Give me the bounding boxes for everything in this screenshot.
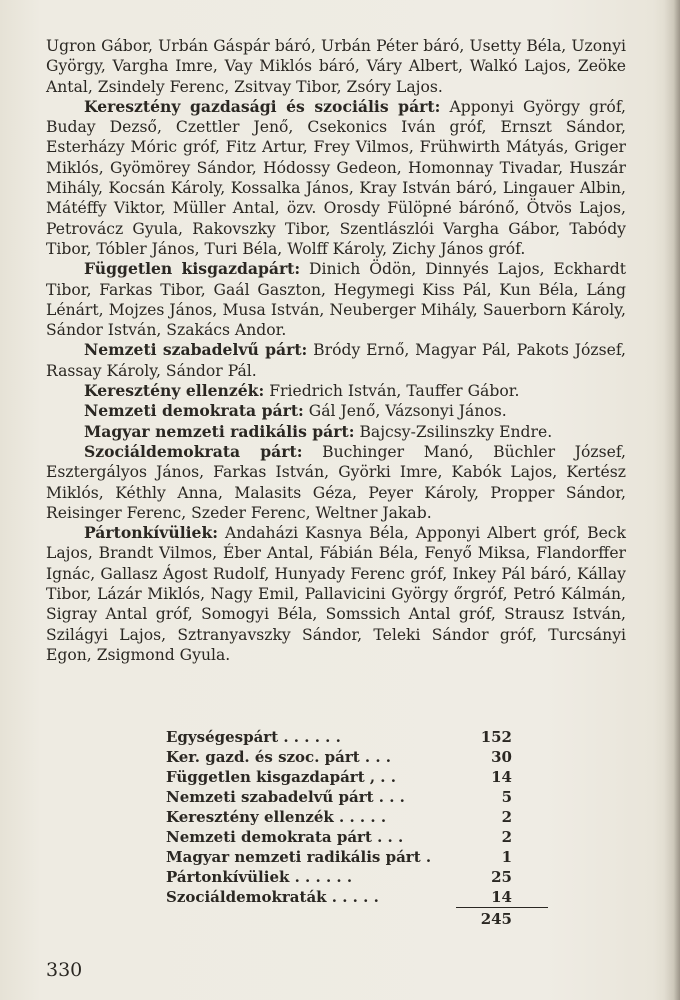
party-paragraph-kereszteny-ellenzek — [46, 381, 626, 401]
party-name: Nemzeti demokrata párt: — [84, 401, 304, 421]
results-seat-count: 14 — [491, 888, 512, 906]
party-paragraph-nemzeti-szabadelvu — [46, 340, 626, 381]
results-row — [166, 807, 512, 827]
intro-paragraph: Ugron Gábor, Urbán Gáspár báró, Urbán Péter báró, Usetty Béla, Uzonyi György, Vargha Imre, Vay Miklós báró, Váry Albert, Walkó Lajos, Zeöke Antal, Zsindely Ferenc, Zsitvay Tibor, Zsóry Lajos. — [46, 37, 626, 96]
results-party-label: Egységespárt . . . . . . — [166, 728, 341, 746]
results-seat-count: 1 — [501, 848, 512, 866]
results-row — [166, 787, 512, 807]
party-name: Nemzeti szabadelvű párt: — [84, 340, 308, 360]
results-party-label: Nemzeti demokrata párt . . . — [166, 828, 404, 846]
results-row — [166, 887, 512, 907]
results-row — [166, 747, 512, 767]
results-row — [166, 727, 512, 747]
results-seat-count: 2 — [501, 808, 512, 826]
party-paragraph-magyar-nemzeti-radikalis — [46, 422, 626, 442]
party-members: Apponyi György gróf, Buday Dezső, Czettler Jenő, Csekonics Iván gróf, Ernszt Sándor, Esterházy Móric gróf, Fitz Artur, Frey Vilmos, Frühwirth Mátyás, Griger Miklós, Gyömörey Sándor, Hódossy Gedeon, Homonnay Tivadar, Huszár Mihály, Kocsán Károly, Kossalka János, Kray István báró, Lingauer Albin, Mátéffy Viktor, Müller Antal, özv. Orosdy Fülöpné bárónő, Ötvös Lajos, Petrovácz Gyula, Rakovszky Tibor, Szentlászlói Vargha Gábor, Tabódy Tibor, Tóbler János, Turi Béla, Wolff Károly, Zichy János gróf. — [46, 97, 626, 258]
party-members: Bródy Ernő, Magyar Pál, Pakots József, Rassay Károly, Sándor Pál. — [46, 341, 626, 380]
results-seat-count: 25 — [491, 868, 512, 886]
party-paragraph-nemzeti-demokrata — [46, 401, 626, 421]
party-name: Független kisgazdapárt: — [84, 259, 301, 279]
party-members: Buchinger Manó, Büchler József, Esztergályos János, Farkas István, Györki Imre, Kabók Lajos, Kertész Miklós, Kéthly Anna, Malasits Géza, Peyer Károly, Propper Sándor, Reisinger Ferenc, Szeder Ferenc, Weltner Jakab. — [46, 442, 626, 522]
results-row — [166, 847, 512, 867]
results-party-label: Keresztény ellenzék . . . . . — [166, 808, 387, 826]
party-paragraph-fuggetlen-kisgazda — [46, 259, 626, 340]
results-party-label: Magyar nemzeti radikális párt . — [166, 848, 432, 866]
party-name: Pártonkívüliek: — [84, 523, 219, 543]
party-paragraph-partonkivuliek — [46, 523, 626, 665]
party-name: Keresztény gazdasági és szociális párt: — [84, 96, 441, 116]
results-party-label: Független kisgazdapárt , . . — [166, 768, 396, 786]
page-number: 330 — [46, 959, 83, 981]
results-seat-count: 152 — [480, 728, 512, 746]
member-list-text — [46, 36, 626, 665]
party-paragraph-szocialdemokrata — [46, 442, 626, 523]
party-paragraph-keresztenygazdasagi — [46, 97, 626, 259]
party-members: Friedrich István, Tauffer Gábor. — [269, 382, 520, 401]
party-name: Szociáldemokrata párt: — [84, 441, 303, 461]
results-row — [166, 827, 512, 847]
results-party-label: Nemzeti szabadelvű párt . . . — [166, 788, 405, 806]
results-row — [166, 867, 512, 887]
party-members: Dinich Ödön, Dinnyés Lajos, Eckhardt Tibor, Farkas Tibor, Gaál Gaszton, Hegymegi Kiss Pál, Kun Béla, Láng Lénárt, Mojzes János, Musa István, Neuberger Mihály, Sauerborn Károly, Sándor István, Szakács Andor. — [46, 260, 626, 340]
party-name: Magyar nemzeti radikális párt: — [84, 421, 355, 441]
results-seat-count: 30 — [491, 748, 512, 766]
results-seat-count: 2 — [501, 828, 512, 846]
results-seat-count: 5 — [501, 788, 512, 806]
seat-results-table — [166, 727, 512, 907]
results-party-label: Ker. gazd. és szoc. párt . . . — [166, 748, 392, 766]
page-gutter-shadow — [664, 0, 680, 1000]
party-members: Bajcsy-Zsilinszky Endre. — [359, 422, 553, 441]
party-members: Andaházi Kasnya Béla, Apponyi Albert gróf, Beck Lajos, Brandt Vilmos, Éber Antal, Fábián Béla, Fenyő Miksa, Flandorffer Ignác, Gallasz Ágost Rudolf, Hunyady Ferenc gróf, Inkey Pál báró, Kállay Tibor, Lázár Miklós, Nagy Emil, Pallavicini György őrgróf, Petró Kálmán, Sigray Antal gróf, Somogyi Béla, Somssich Antal gróf, Strausz István, Szilágyi Lajos, Sztranyavszky Sándor, Teleki Sándor gróf, Turcsányi Egon, Zsigmond Gyula. — [46, 524, 626, 664]
total-divider — [456, 907, 548, 908]
total-seat-count: 245 — [480, 910, 512, 928]
results-seat-count: 14 — [491, 768, 512, 786]
party-members: Gál Jenő, Vázsonyi János. — [308, 402, 507, 421]
results-party-label: Pártonkívüliek . . . . . . — [166, 868, 353, 886]
results-row — [166, 767, 512, 787]
results-party-label: Szociáldemokraták . . . . . — [166, 888, 379, 906]
party-name: Keresztény ellenzék: — [84, 381, 265, 401]
